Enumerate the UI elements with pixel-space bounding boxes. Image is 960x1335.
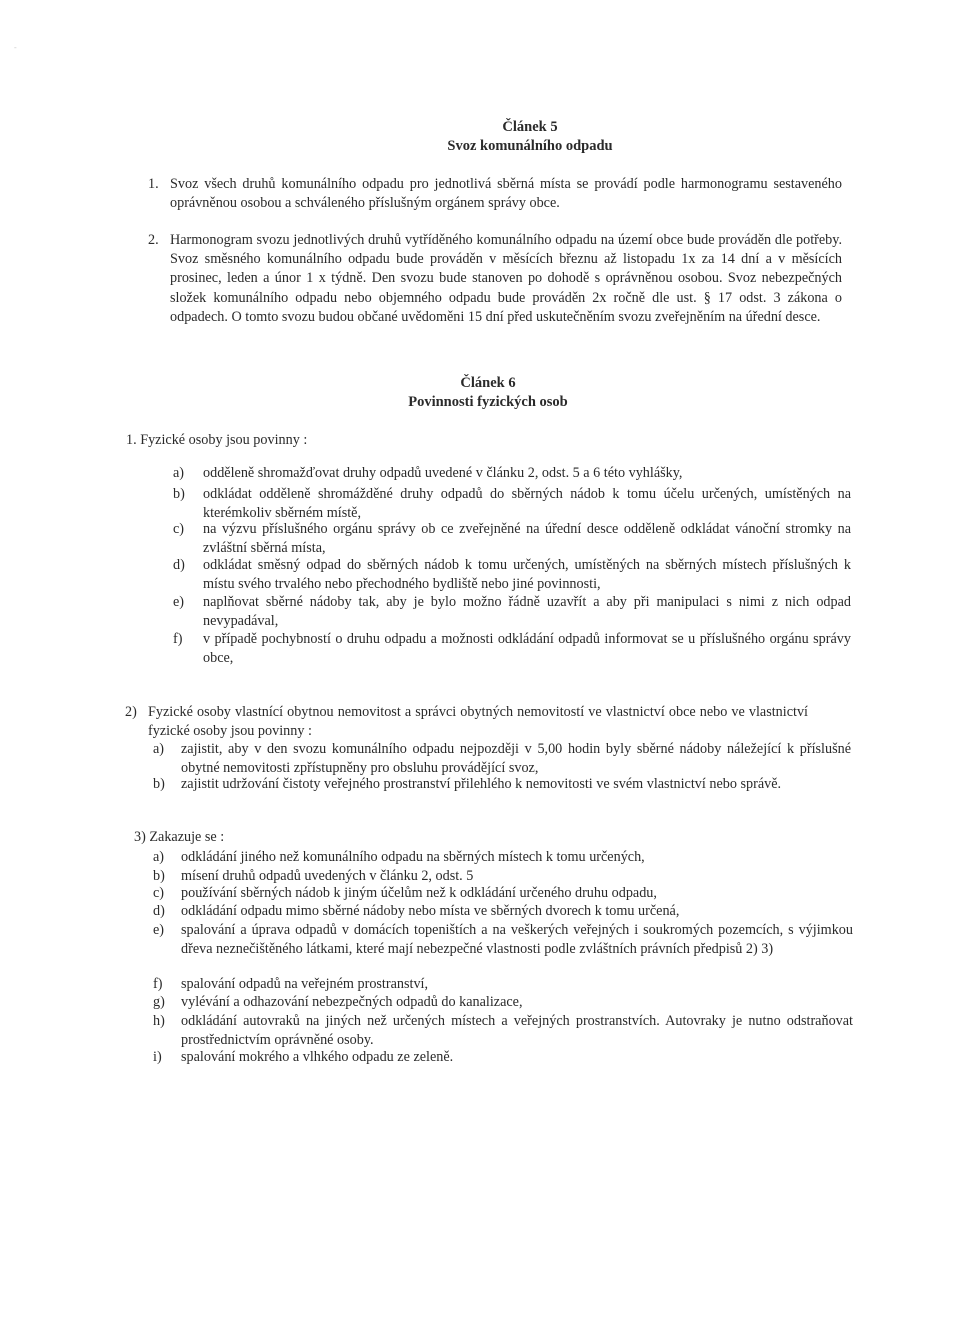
section-2-number: 2) (125, 704, 137, 720)
section-3-item-label: e) (153, 922, 165, 938)
section-1-item-label: b) (173, 486, 185, 502)
section-1-item-text: v případě pochybností o druhu odpadu a možnosti odkládání odpadů informovat se u příslušného orgánu správy obce, (203, 631, 851, 666)
article-5-paragraph-1: Svoz všech druhů komunálního odpadu pro jednotlivá sběrná místa se provádí podle harmonogramu sestaveného oprávněnou osobou a schváleného příslušným orgánem správy obce. (170, 176, 842, 211)
section-3-item-text: odkládání odpadu mimo sběrné nádoby nebo místa ve sběrných dvorech k tomu určená, (181, 903, 680, 919)
article-6-subtitle: Povinnosti fyzických osob (408, 394, 568, 410)
article-5-subtitle: Svoz komunálního odpadu (447, 138, 613, 154)
section-3-item-text: spalování mokrého a vlhkého odpadu ze zeleně. (181, 1049, 454, 1065)
section-3-item-label: i) (153, 1049, 162, 1065)
section-1-item-text: na výzvu příslušného orgánu správy ob ce zveřejněné na úřední desce odděleně odkládat vánoční stromky na zvláštní sběrná místa, (203, 521, 851, 556)
section-2-item-label: a) (153, 741, 165, 757)
section-3-item-text: používání sběrných nádob k jiným účelům než k odkládání určeného druhu odpadu, (181, 885, 657, 901)
article-6-title: Článek 6 (460, 375, 516, 391)
section-3-item-text: mísení druhů odpadů uvedených v článku 2, odst. 5 (181, 868, 474, 884)
section-1-item-text: odkládat směsný odpad do sběrných nádob k tomu určených, umístěných na sběrných místech příslušných k místu svého trvalého nebo přechodného bydliště nebo jiné povinnosti, (203, 557, 851, 592)
section-2-item-text: zajistit, aby v den svozu komunálního odpadu nejpozději v 5,00 hodin byly sběrné nádoby náležející k příslušné obytné nemovitosti zpřístupněny pro obsluhu provádějící svoz, (181, 741, 851, 776)
section-1-intro: 1. Fyzické osoby jsou povinny : (126, 432, 308, 448)
section-3-item-text: vylévání a odhazování nebezpečných odpadů do kanalizace, (181, 994, 523, 1010)
section-3-item-label: f) (153, 976, 163, 992)
section-1-item-text: naplňovat sběrné nádoby tak, aby je bylo možno řádně uzavřít a aby při manipulaci s nimi z nich odpad nevypadával, (203, 594, 851, 629)
section-3-item-label: g) (153, 994, 165, 1010)
section-1-item-text: odkládat odděleně shromážděné druhy odpadů do sběrných nádob k tomu účelu určených, umístěných na kterémkoliv sběrném místě, (203, 486, 851, 521)
section-3-item-label: d) (153, 903, 165, 919)
article-5-paragraph-2-number: 2. (148, 232, 159, 248)
section-3-item-label: b) (153, 868, 165, 884)
section-3-intro: 3) Zakazuje se : (134, 829, 225, 845)
section-2-intro: Fyzické osoby vlastnící obytnou nemovitost a správci obytných nemovitostí ve vlastnictví obce nebo ve vlastnictví fyzické osoby jsou povinny : (148, 704, 808, 739)
section-1-item-label: c) (173, 521, 185, 537)
section-3-item-text: spalování a úprava odpadů v domácích topeništích a na veškerých veřejných i soukromých pozemcích, s výjimkou dřeva neznečištěného látkami, které mají nebezpečné vlastnosti podle zvláštních právních předpisů 2) 3) (181, 922, 853, 957)
section-2-item-text: zajistit udržování čistoty veřejného prostranství přilehlého k nemovitosti ve svém vlastnictví nebo správě. (181, 776, 782, 792)
section-3-item-text: spalování odpadů na veřejném prostranství, (181, 976, 429, 992)
section-1-item-label: a) (173, 465, 185, 481)
section-1-item-text: odděleně shromažďovat druhy odpadů uvedené v článku 2, odst. 5 a 6 této vyhlášky, (203, 465, 683, 481)
section-3-item-label: a) (153, 849, 165, 865)
section-3-item-label: c) (153, 885, 165, 901)
article-5-paragraph-2: Harmonogram svozu jednotlivých druhů vytříděného komunálního odpadu na území obce bude prováděn dle potřeby. Svoz směsného komunálního odpadu bude prováděn v měsících březnu až listopadu 1x za 14 dní a v měsících prosinec, leden a únor 1 x týdně. Den svozu bude stanoven po dohodě s oprávněnou osobou. Svoz nebezpečných složek komunálního odpadu nebo objemného odpadu bude prováděn 2x ročně dle ust. § 17 odst. 3 zákona o odpadech. O tomto svozu budou občané uvědoměni 15 dní před uskutečněním svozu zveřejněním na úřední desce. (170, 232, 842, 325)
scan-speck-mark: - (14, 43, 17, 52)
section-3-item-label: h) (153, 1013, 165, 1029)
article-5-title: Článek 5 (502, 119, 558, 135)
article-5-paragraph-1-number: 1. (148, 176, 159, 192)
section-1-item-label: d) (173, 557, 185, 573)
section-2-item-label: b) (153, 776, 165, 792)
section-1-item-label: e) (173, 594, 185, 610)
section-1-item-label: f) (173, 631, 183, 647)
section-3-item-text: odkládání jiného než komunálního odpadu na sběrných místech k tomu určených, (181, 849, 645, 865)
section-3-item-text: odkládání autovraků na jiných než určených místech a veřejných prostranstvích. Autovraky je nutno odstraňovat prostřednictvím oprávněné osoby. (181, 1013, 853, 1048)
